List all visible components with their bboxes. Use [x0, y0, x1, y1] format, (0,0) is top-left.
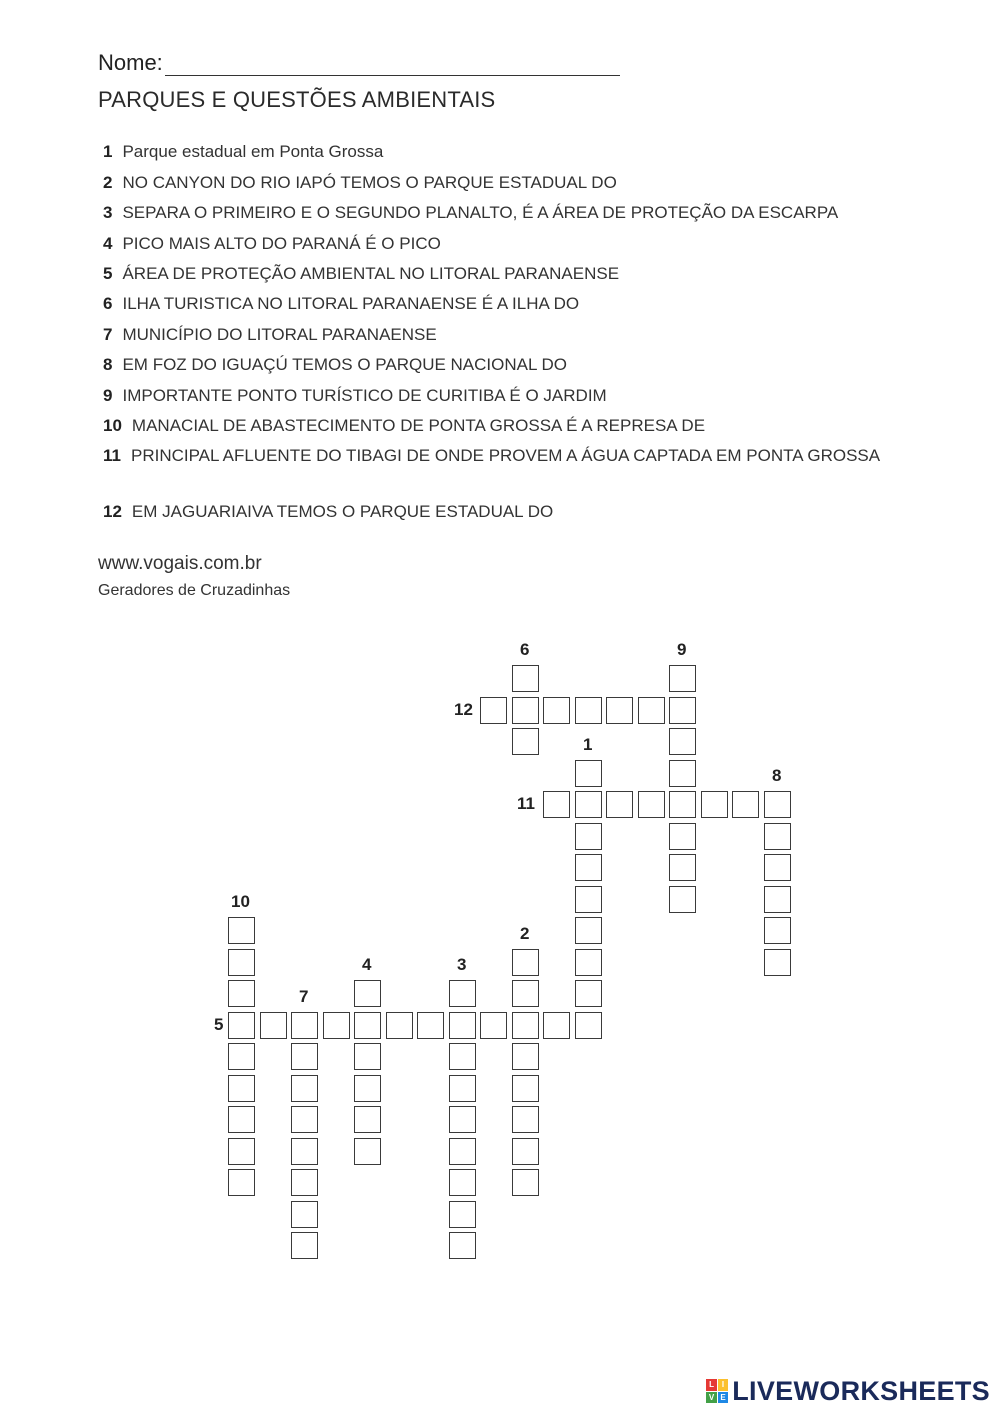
- crossword-cell[interactable]: [449, 1043, 476, 1070]
- clue-8: [103, 353, 567, 377]
- clue-number: 10: [103, 416, 122, 435]
- clue-text: SEPARA O PRIMEIRO E O SEGUNDO PLANALTO, É A ÁREA DE PROTEÇÃO DA ESCARPA: [122, 203, 839, 222]
- clue-3: [103, 201, 838, 225]
- crossword-cell[interactable]: [291, 1138, 318, 1165]
- crossword-cell[interactable]: [669, 823, 696, 850]
- crossword-cell[interactable]: [386, 1012, 413, 1039]
- crossword-cell[interactable]: [512, 1106, 539, 1133]
- crossword-cell[interactable]: [512, 665, 539, 692]
- crossword-cell[interactable]: [764, 823, 791, 850]
- crossword-cell[interactable]: [480, 1012, 507, 1039]
- clue-7: [103, 323, 437, 347]
- liveworksheets-logo: [706, 1376, 990, 1406]
- clue-text: MANACIAL DE ABASTECIMENTO DE PONTA GROSSA É A REPRESA DE: [131, 416, 706, 435]
- crossword-cell[interactable]: [228, 980, 255, 1007]
- crossword-cell[interactable]: [669, 728, 696, 755]
- crossword-cell[interactable]: [764, 854, 791, 881]
- crossword-cell[interactable]: [575, 980, 602, 1007]
- crossword-cell[interactable]: [291, 1201, 318, 1228]
- crossword-cell[interactable]: [638, 697, 665, 724]
- crossword-cell[interactable]: [606, 791, 633, 818]
- crossword-cell[interactable]: [354, 1138, 381, 1165]
- crossword-cell[interactable]: [417, 1012, 444, 1039]
- crossword-cell[interactable]: [512, 1169, 539, 1196]
- crossword-cell[interactable]: [669, 697, 696, 724]
- clue-number: 12: [103, 502, 122, 521]
- clue-text: ÁREA DE PROTEÇÃO AMBIENTAL NO LITORAL PARANAENSE: [122, 264, 620, 283]
- crossword-number-11: 11: [517, 794, 535, 813]
- clue-number: 1: [103, 142, 113, 161]
- crossword-cell[interactable]: [764, 949, 791, 976]
- crossword-cell[interactable]: [512, 1043, 539, 1070]
- clue-number: 2: [103, 173, 113, 192]
- crossword-cell[interactable]: [669, 760, 696, 787]
- clue-1: [103, 140, 383, 164]
- clue-number: 3: [103, 203, 113, 222]
- crossword-cell[interactable]: [575, 886, 602, 913]
- crossword-cell[interactable]: [291, 1043, 318, 1070]
- crossword-cell[interactable]: [449, 1106, 476, 1133]
- crossword-cell[interactable]: [512, 728, 539, 755]
- crossword-number-8: 8: [772, 766, 782, 785]
- crossword-cell[interactable]: [449, 1232, 476, 1259]
- crossword-cell[interactable]: [764, 917, 791, 944]
- crossword-cell[interactable]: [449, 1201, 476, 1228]
- clue-text: ILHA TURISTICA NO LITORAL PARANAENSE É A ILHA DO: [122, 294, 580, 313]
- generator-credit: Geradores de Cruzadinhas: [98, 582, 291, 599]
- crossword-cell[interactable]: [291, 1232, 318, 1259]
- liveworksheets-icon: L I V E: [706, 1379, 728, 1403]
- clue-text: MUNICÍPIO DO LITORAL PARANAENSE: [122, 325, 437, 344]
- clue-number: 4: [103, 234, 113, 253]
- name-label: Nome:: [98, 50, 163, 75]
- clue-text: Parque estadual em Ponta Grossa: [122, 142, 384, 161]
- crossword-cell[interactable]: [354, 1106, 381, 1133]
- crossword-cell[interactable]: [669, 791, 696, 818]
- crossword-cell[interactable]: [512, 1138, 539, 1165]
- crossword-cell[interactable]: [543, 791, 570, 818]
- crossword-cell[interactable]: [543, 1012, 570, 1039]
- crossword-cell[interactable]: [354, 980, 381, 1007]
- crossword-cell[interactable]: [449, 1012, 476, 1039]
- crossword-cell[interactable]: [575, 917, 602, 944]
- clue-text: IMPORTANTE PONTO TURÍSTICO DE CURITIBA É O JARDIM: [122, 386, 607, 405]
- clue-number: 5: [103, 264, 113, 283]
- crossword-number-12: 12: [454, 700, 473, 719]
- crossword-number-3: 3: [457, 955, 467, 974]
- crossword-cell[interactable]: [291, 1012, 318, 1039]
- clue-number: 6: [103, 294, 113, 313]
- clue-number: 8: [103, 355, 113, 374]
- crossword-cell[interactable]: [512, 1075, 539, 1102]
- crossword-cell[interactable]: [449, 1075, 476, 1102]
- crossword-cell[interactable]: [354, 1043, 381, 1070]
- clue-number: 9: [103, 386, 113, 405]
- crossword-number-5: 5: [214, 1015, 224, 1034]
- crossword-cell[interactable]: [291, 1075, 318, 1102]
- clue-10: [103, 414, 705, 438]
- crossword-cell[interactable]: [291, 1106, 318, 1133]
- crossword-number-9: 9: [677, 640, 687, 659]
- crossword-cell[interactable]: [449, 1138, 476, 1165]
- crossword-number-4: 4: [362, 955, 372, 974]
- crossword-cell[interactable]: [575, 854, 602, 881]
- crossword-number-6: 6: [520, 640, 530, 659]
- crossword-cell[interactable]: [575, 760, 602, 787]
- crossword-cell[interactable]: [480, 697, 507, 724]
- crossword-cell[interactable]: [228, 1138, 255, 1165]
- clue-12: [103, 500, 553, 524]
- clue-9: [103, 384, 607, 408]
- crossword-cell[interactable]: [764, 886, 791, 913]
- clue-text: EM FOZ DO IGUAÇÚ TEMOS O PARQUE NACIONAL DO: [122, 355, 568, 374]
- name-blank-line[interactable]: [165, 53, 620, 76]
- crossword-cell[interactable]: [606, 697, 633, 724]
- crossword-cell[interactable]: [732, 791, 759, 818]
- crossword-cell[interactable]: [228, 949, 255, 976]
- crossword-cell[interactable]: [575, 697, 602, 724]
- crossword-cell[interactable]: [228, 917, 255, 944]
- crossword-cell[interactable]: [543, 697, 570, 724]
- crossword-cell[interactable]: [512, 1012, 539, 1039]
- crossword-number-7: 7: [299, 987, 309, 1006]
- crossword-cell[interactable]: [354, 1012, 381, 1039]
- crossword-cell[interactable]: [228, 1169, 255, 1196]
- crossword-cell[interactable]: [228, 1075, 255, 1102]
- crossword-cell[interactable]: [701, 791, 728, 818]
- crossword-number-10: 10: [231, 892, 250, 911]
- crossword-cell[interactable]: [260, 1012, 287, 1039]
- clue-text: PICO MAIS ALTO DO PARANÁ É O PICO: [122, 234, 441, 253]
- crossword-cell[interactable]: [449, 1169, 476, 1196]
- crossword-cell[interactable]: [575, 949, 602, 976]
- clue-4: [103, 232, 441, 256]
- clue-2: [103, 171, 617, 195]
- crossword-cell[interactable]: [228, 1106, 255, 1133]
- clue-11: [103, 444, 903, 468]
- crossword-cell[interactable]: [291, 1169, 318, 1196]
- clue-number: 11: [103, 446, 121, 465]
- crossword-cell[interactable]: [575, 791, 602, 818]
- clue-5: [103, 262, 619, 286]
- brand-name: LIVEWORKSHEETS: [732, 1375, 990, 1406]
- crossword-cell[interactable]: [512, 697, 539, 724]
- crossword-cell[interactable]: [669, 854, 696, 881]
- crossword-cell[interactable]: [512, 980, 539, 1007]
- crossword-cell[interactable]: [512, 949, 539, 976]
- crossword-cell[interactable]: [323, 1012, 350, 1039]
- crossword-number-2: 2: [520, 924, 530, 943]
- crossword-cell[interactable]: [449, 980, 476, 1007]
- crossword-cell[interactable]: [575, 1012, 602, 1039]
- crossword-cell[interactable]: [669, 665, 696, 692]
- clue-text: PRINCIPAL AFLUENTE DO TIBAGI DE ONDE PROVEM A ÁGUA CAPTADA EM PONTA GROSSA: [130, 446, 881, 465]
- clue-text: EM JAGUARIAIVA TEMOS O PARQUE ESTADUAL DO: [131, 502, 554, 521]
- crossword-cell[interactable]: [764, 791, 791, 818]
- clue-number: 7: [103, 325, 113, 344]
- crossword-cell[interactable]: [638, 791, 665, 818]
- crossword-cell[interactable]: [669, 886, 696, 913]
- clue-text: NO CANYON DO RIO IAPÓ TEMOS O PARQUE ESTADUAL DO: [122, 173, 617, 192]
- website-link: www.vogais.com.br: [98, 553, 262, 574]
- crossword-cell[interactable]: [228, 1043, 255, 1070]
- crossword-number-1: 1: [583, 735, 593, 754]
- clue-6: [103, 292, 579, 316]
- crossword-cell[interactable]: [354, 1075, 381, 1102]
- name-field: [98, 50, 620, 76]
- crossword-cell[interactable]: [228, 1012, 255, 1039]
- worksheet-title: PARQUES E QUESTÕES AMBIENTAIS: [98, 87, 496, 112]
- crossword-cell[interactable]: [575, 823, 602, 850]
